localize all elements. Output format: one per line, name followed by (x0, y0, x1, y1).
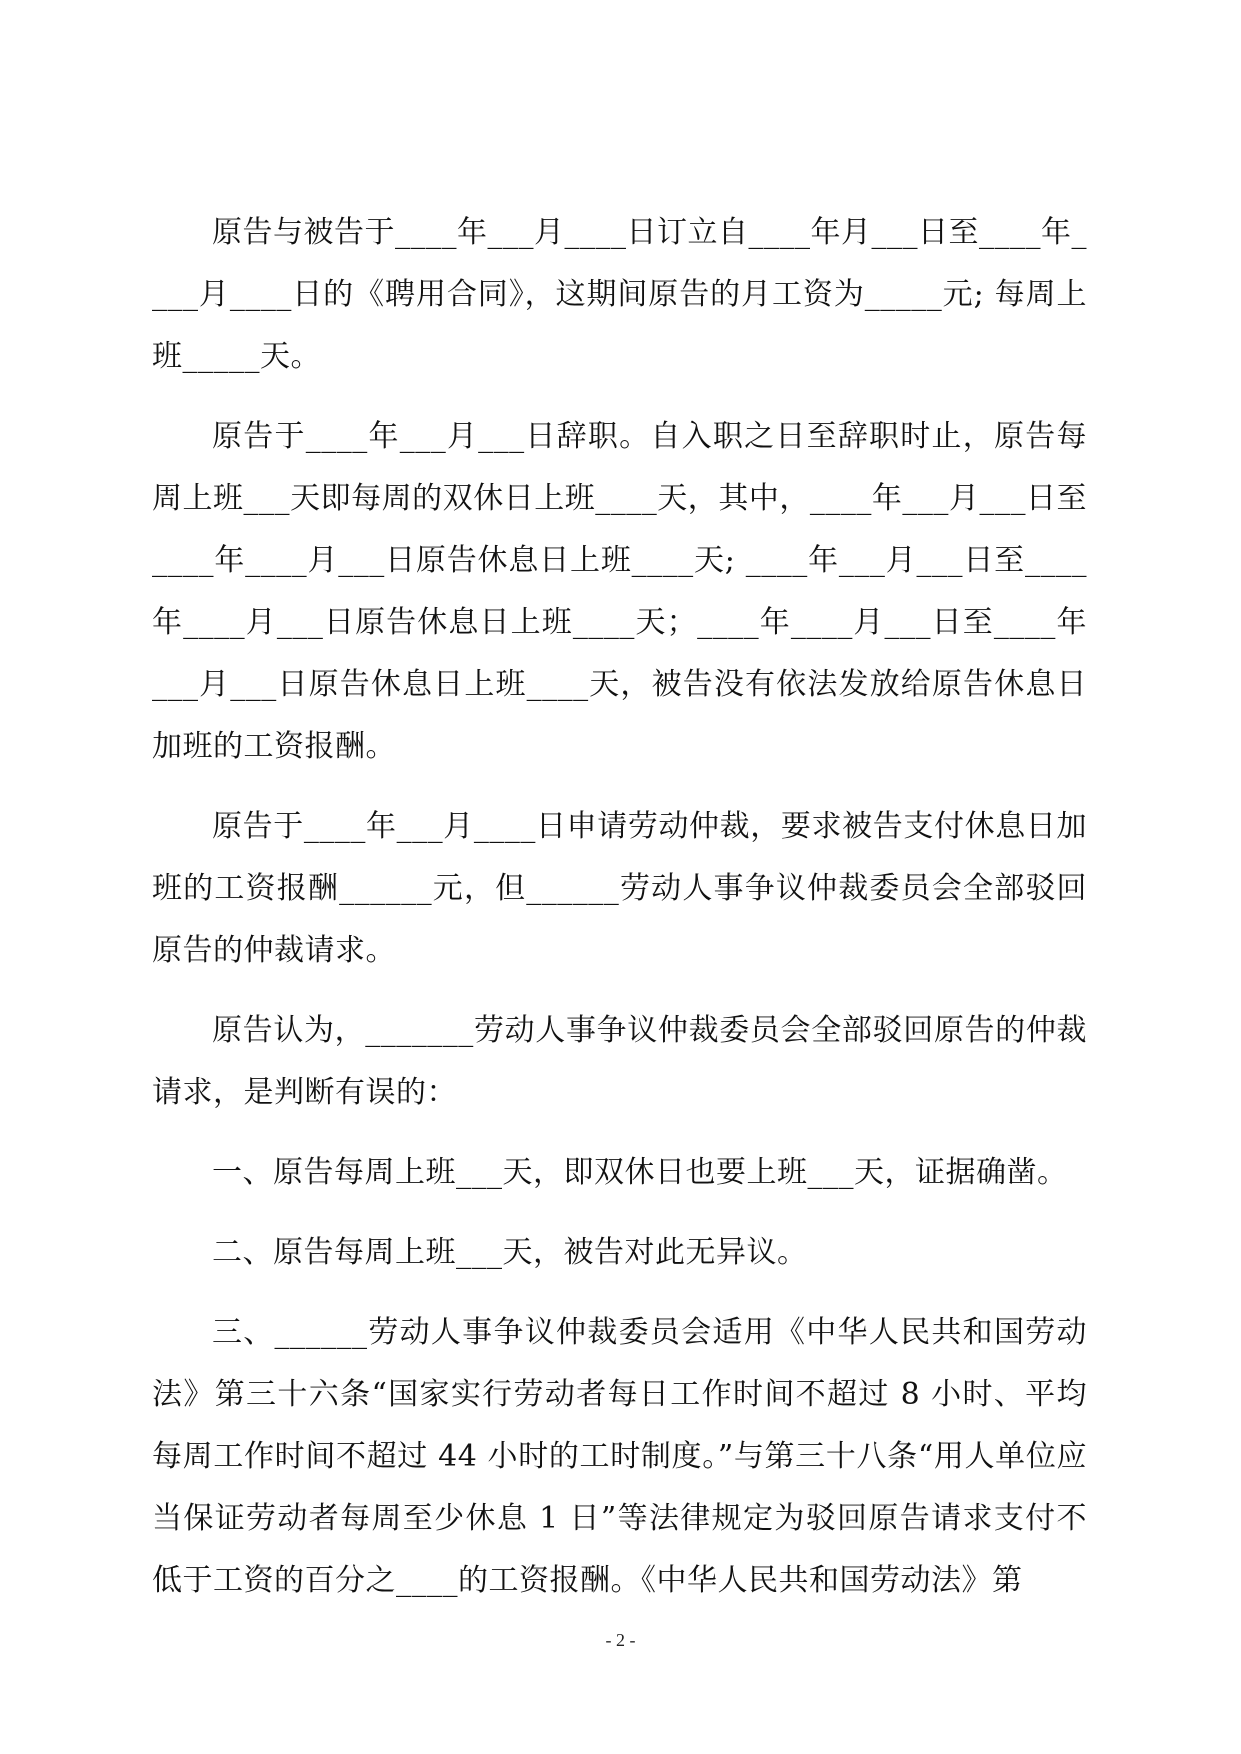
paragraph-point-two: 二、原告每周上班___天，被告对此无异议。 (212, 1235, 808, 1270)
paragraph-arbitration: 原告于____年___月____日申请劳动仲裁，要求被告支付休息日加班的工资报酬______元，但______劳动人事争议仲裁委员会全部驳回原告的仲裁请求。 (152, 809, 1087, 968)
document-body (152, 202, 1087, 1630)
paragraph-point-one: 一、原告每周上班___天，即双休日也要上班___天，证据确凿。 (212, 1155, 1068, 1190)
paragraph-point-three: 三、______劳动人事争议仲裁委员会适用《中华人民共和国劳动法》第三十六条“国家实行劳动者每日工作时间不超过 8 小时、平均每周工作时间不超过 44 小时的工时制度。”与第三十八条“用人单位应当保证劳动者每周至少休息 1 日”等法律规定为驳回原告请求支付不低于工资的百分之____的工资报酬。《中华人民共和国劳动法》第 (152, 1315, 1087, 1598)
paragraph-plaintiff-opinion: 原告认为，_______劳动人事争议仲裁委员会全部驳回原告的仲裁请求，是判断有误的： (152, 1013, 1087, 1110)
paragraph-resignation: 原告于____年___月___日辞职。自入职之日至辞职时止，原告每周上班___天即每周的双休日上班____天，其中，____年___月___日至____年____月___日原告休息日上班____天; ____年___月___日至____年____月___日原告休息日上班____天；____年____月___日至____年___月___日原告休息日上班____天，被告没有依法发放给原告休息日加班的工资报酬。 (152, 419, 1087, 764)
page-number: - 2 - (605, 1630, 636, 1650)
paragraph-contract: 原告与被告于____年___月____日订立自____年月___日至____年____月____日的《聘用合同》，这期间原告的月工资为_____元; 每周上班_____天。 (152, 215, 1087, 374)
